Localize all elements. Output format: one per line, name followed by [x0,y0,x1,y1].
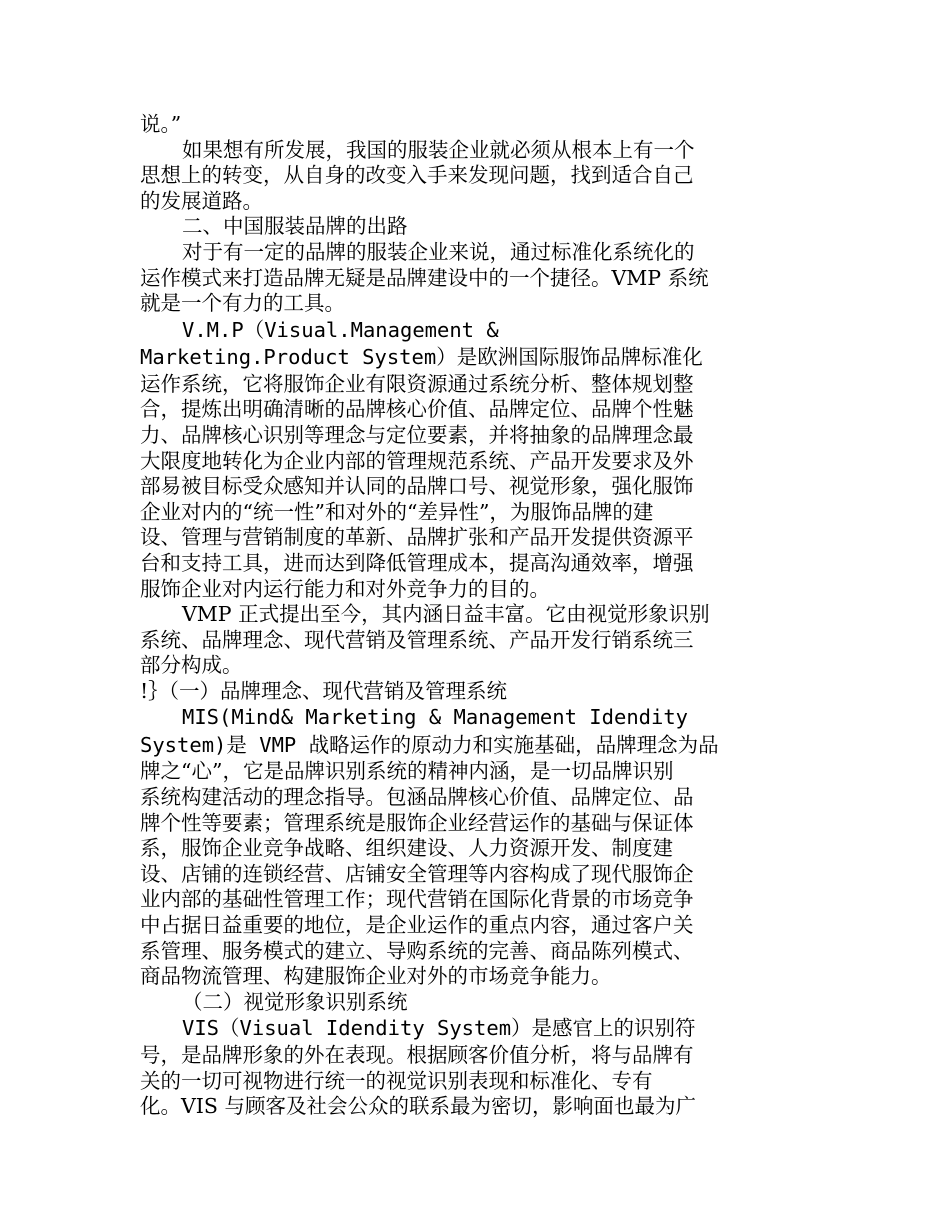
text-line: 部分构成。 [140,653,243,678]
text-line: 思想上的转变，从自身的改变入手来发现问题，找到适合自己 [140,163,694,188]
text-line: 如果想有所发展，我国的服装企业就必须从根本上有一个 [182,137,695,162]
text-line: 的发展道路。 [140,188,263,213]
section-heading: !｝（一）品牌理念、现代营销及管理系统 [140,678,507,703]
section-heading: 二、中国服装品牌的出路 [182,214,408,239]
text-line: 业内部的基础性管理工作；现代营销在国际化背景的市场竞争 [140,887,694,912]
text-line: 系，服饰企业竞争战略、组织建设、人力资源开发、制度建 [140,836,673,861]
text-line: 运作模式来打造品牌无疑是品牌建设中的一个捷径。VMP 系统 [140,265,709,290]
text-line: VIS（Visual Idendity System）是感官上的识别符 [182,1016,696,1041]
text-line: 就是一个有力的工具。 [140,291,345,316]
text-line: 运作系统，它将服饰企业有限资源通过系统分析、整体规划整 [140,371,694,396]
text-line: 牌个性等要素；管理系统是服饰企业经营运作的基础与保证体 [140,810,694,835]
text-line: 服饰企业对内运行能力和对外竞争力的目的。 [140,576,550,601]
text-line: V.M.P（Visual.Management & [182,317,499,342]
document-body [140,112,740,1120]
text-line: 台和支持工具，进而达到降低管理成本，提高沟通效率，增强 [140,550,694,575]
text-line: 对于有一定的品牌的服装企业来说，通过标准化系统化的 [182,239,695,264]
text-line: 商品物流管理、构建服饰企业对外的市场竞争能力。 [140,964,612,989]
text-line: 关的一切可视物进行统一的视觉识别表现和标准化、专有 [140,1068,653,1093]
text-line: Marketing.Product System）是欧洲国际服饰品牌标准化 [140,345,703,370]
text-line: 说。” [140,112,182,136]
text-line: VMP 正式提出至今，其内涵日益丰富。它由视觉形象识别 [182,602,710,627]
text-line: 设、店铺的连锁经营、店铺安全管理等内容构成了现代服饰企 [140,861,694,886]
text-line: System)是 VMP 战略运作的原动力和实施基础，品牌理念为品 [140,732,719,757]
text-line: 系统、品牌理念、现代营销及管理系统、产品开发行销系统三 [140,627,694,652]
text-line: 系管理、服务模式的建立、导购系统的完善、商品陈列模式、 [140,938,694,963]
text-line: 牌之“心”，它是品牌识别系统的精神内涵，是一切品牌识别 [140,759,674,784]
text-line: 力、品牌核心识别等理念与定位要素，并将抽象的品牌理念最 [140,422,694,447]
text-line: 化。VIS 与顾客及社会公众的联系最为密切，影响面也最为广 [140,1094,696,1119]
text-line: 设、管理与营销制度的革新、品牌扩张和产品开发提供资源平 [140,525,694,550]
text-line: 合，提炼出明确清晰的品牌核心价值、品牌定位、品牌个性魅 [140,397,694,422]
text-line: 企业对内的“统一性”和对外的“差异性”，为服饰品牌的建 [140,499,654,524]
text-line: 大限度地转化为企业内部的管理规范系统、产品开发要求及外 [140,448,694,473]
text-line: 系统构建活动的理念指导。包涵品牌核心价值、品牌定位、品 [140,785,694,810]
text-line: 号，是品牌形象的外在表现。根据顾客价值分析，将与品牌有 [140,1042,694,1067]
text-line: 中占据日益重要的地位，是企业运作的重点内容，通过客户关 [140,913,694,938]
section-heading: （二）视觉形象识别系统 [182,989,408,1014]
text-line: 部易被目标受众感知并认同的品牌口号、视觉形象，强化服饰 [140,474,694,499]
text-line: MIS(Mind& Marketing & Management Idendity [182,705,689,730]
